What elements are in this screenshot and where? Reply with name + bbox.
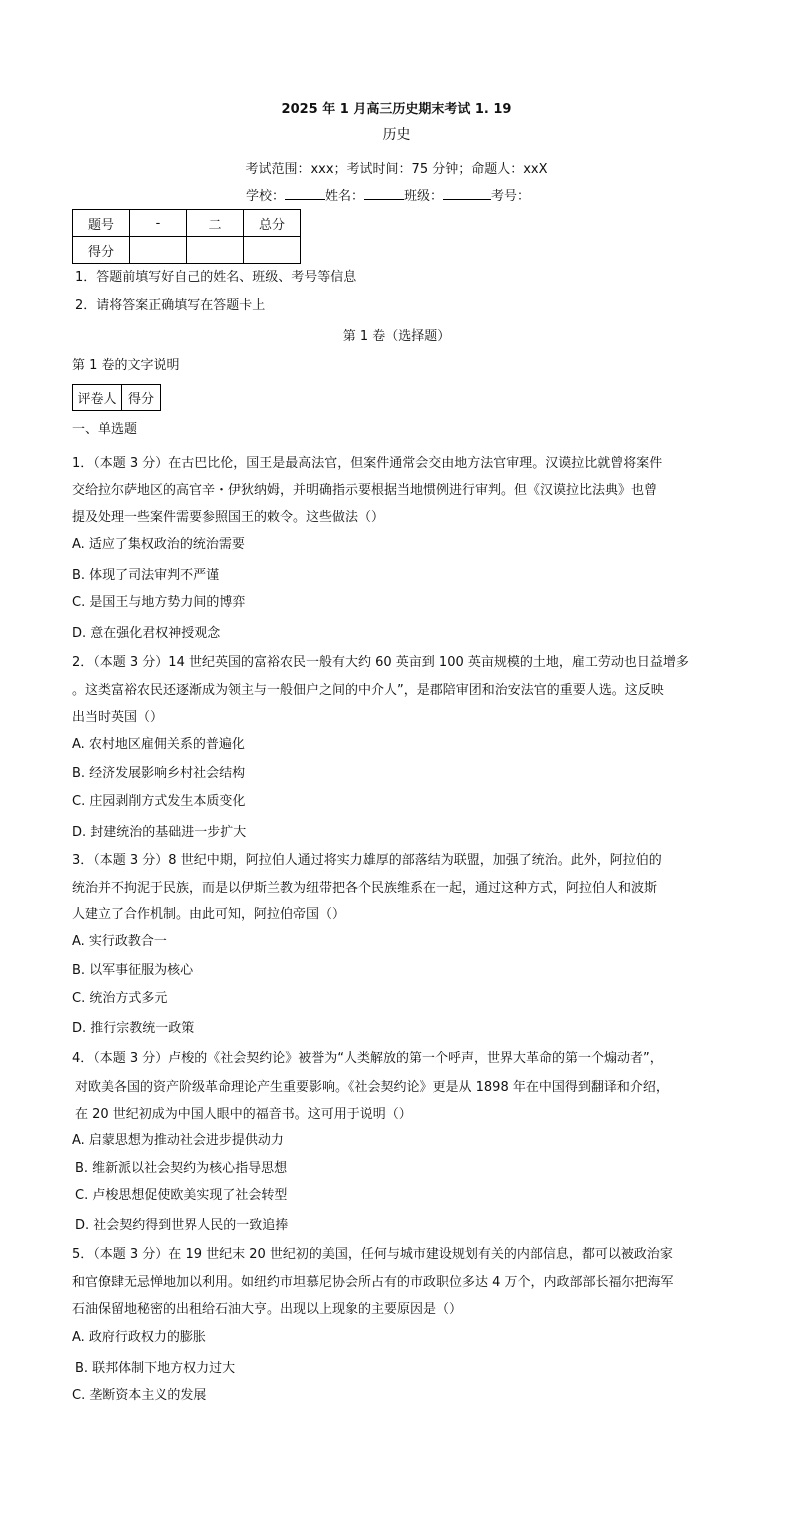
question-stem-line: 4．（本题 3 分）卢梭的《社会契约论》被誉为“人类解放的第一个呼声，世界大革命的第一个煽动者”， [72, 1051, 663, 1066]
question-option[interactable]: A. 适应了集权政治的统治需要 [72, 537, 245, 552]
question-option[interactable]: C. 统治方式多元 [72, 991, 168, 1006]
exam-title: 2025 年 1 月高三历史期末考试 1. 19 [281, 102, 512, 117]
score-row-label: 得分 [73, 237, 130, 264]
question-stem-line: 3．（本题 3 分）8 世纪中期，阿拉伯人通过将实力雄厚的部落结为联盟，加强了统治。此外，阿拉伯的 [72, 853, 662, 868]
question-option[interactable]: B. 以军事征服为核心 [72, 963, 194, 978]
question-stem-line: 对欧美各国的资产阶级革命理论产生重要影响。《社会契约论》更是从 1898 年在中国得到翻译和介绍， [75, 1080, 669, 1095]
question-stem-line: 交给拉尔萨地区的高官辛・伊狄纳姆，并明确指示要根据当地惯例进行审判。但《汉谟拉比法典》也曾 [72, 483, 658, 498]
question-option[interactable]: B. 联邦体制下地方权力过大 [75, 1361, 236, 1376]
grader-label: 评卷人 [73, 385, 122, 411]
question-option[interactable]: A. 实行政教合一 [72, 934, 167, 949]
score-cell[interactable] [244, 237, 301, 264]
school-label: 学校： [246, 189, 286, 204]
question-option[interactable]: A. 政府行政权力的膨胀 [72, 1330, 206, 1345]
score-cell[interactable] [130, 237, 187, 264]
score-table [72, 209, 301, 264]
exam-info: 考试范围：xxx；考试时间：75 分钟；命题人：xxX [245, 162, 548, 177]
question-stem-line: 出当时英国（） [72, 710, 164, 725]
question-option[interactable]: C. 庄园剥削方式发生本质变化 [72, 794, 246, 809]
name-label: 姓名： [325, 189, 365, 204]
grader-table [72, 384, 161, 411]
question-option[interactable]: C. 是国王与地方势力间的博弈 [72, 595, 246, 610]
question-option[interactable]: D. 推行宗教统一政策 [72, 1021, 195, 1036]
question-option[interactable]: C. 垄断资本主义的发展 [72, 1388, 207, 1403]
score-header-cell: 总分 [244, 210, 301, 237]
note-item: 2．请将答案正确填写在答题卡上 [75, 298, 266, 313]
question-stem-line: 提及处理一些案件需要参照国王的敕令。这些做法（） [72, 510, 385, 525]
class-label: 班级： [404, 189, 444, 204]
question-option[interactable]: B. 维新派以社会契约为核心指导思想 [75, 1161, 288, 1176]
question-stem-line: 。这类富裕农民还逐渐成为领主与一般佃户之间的中介人”，是郡陪审团和治安法官的重要人选。这反映 [72, 683, 664, 698]
question-option[interactable]: B. 体现了司法审判不严谨 [72, 568, 220, 583]
question-stem-line: 在 20 世纪初成为中国人眼中的福音书。这可用于说明（） [75, 1107, 412, 1122]
question-stem-line: 人建立了合作机制。由此可知，阿拉伯帝国（） [72, 907, 346, 922]
volume-title: 第 1 卷（选择题） [342, 329, 451, 344]
class-blank[interactable] [443, 187, 491, 200]
question-option[interactable]: C. 卢梭思想促使欧美实现了社会转型 [75, 1188, 288, 1203]
question-option[interactable]: D. 社会契约得到世界人民的一致追捧 [75, 1218, 289, 1233]
student-info-line [246, 185, 530, 204]
part-title: 一、单选题 [72, 422, 138, 437]
question-stem-line: 和官僚肆无忌惮地加以利用。如纽约市坦慕尼协会所占有的市政职位多达 4 万个，内政部部长福尔把海军 [72, 1275, 674, 1290]
name-blank[interactable] [364, 187, 404, 200]
question-stem-line: 2．（本题 3 分）14 世纪英国的富裕农民一般有大约 60 英亩到 100 英亩规模的土地，雇工劳动也日益增多 [72, 655, 689, 670]
score-header-cell: 题号 [73, 210, 130, 237]
question-option[interactable]: B. 经济发展影响乡村社会结构 [72, 766, 246, 781]
question-option[interactable]: A. 启蒙思想为推动社会进步提供动力 [72, 1133, 284, 1148]
grader-score-label: 得分 [122, 385, 161, 411]
score-cell[interactable] [187, 237, 244, 264]
question-stem-line: 5．（本题 3 分）在 19 世纪末 20 世纪初的美国，任何与城市建设规划有关的内部信息，都可以被政治家 [72, 1247, 673, 1262]
question-stem-line: 统治并不拘泥于民族，而是以伊斯兰教为纽带把各个民族维系在一起，通过这种方式，阿拉伯人和波斯 [72, 881, 658, 896]
question-option[interactable]: D. 封建统治的基础进一步扩大 [72, 825, 247, 840]
note-item: 1．答题前填写好自己的姓名、班级、考号等信息 [75, 270, 357, 285]
volume-description: 第 1 卷的文字说明 [72, 358, 180, 373]
subject-title: 历史 [382, 127, 411, 143]
question-stem-line: 石油保留地秘密的出租给石油大亨。出现以上现象的主要原因是（） [72, 1302, 463, 1317]
question-option[interactable]: D. 意在强化君权神授观念 [72, 626, 221, 641]
exam-no-label: 考号： [491, 189, 531, 204]
question-option[interactable]: A. 农村地区雇佣关系的普遍化 [72, 737, 245, 752]
question-stem-line: 1．（本题 3 分）在古巴比伦，国王是最高法官，但案件通常会交由地方法官审理。汉谟拉比就曾将案件 [72, 456, 663, 471]
score-header-cell: - [130, 210, 187, 237]
score-header-cell: 二 [187, 210, 244, 237]
school-blank[interactable] [285, 187, 325, 200]
